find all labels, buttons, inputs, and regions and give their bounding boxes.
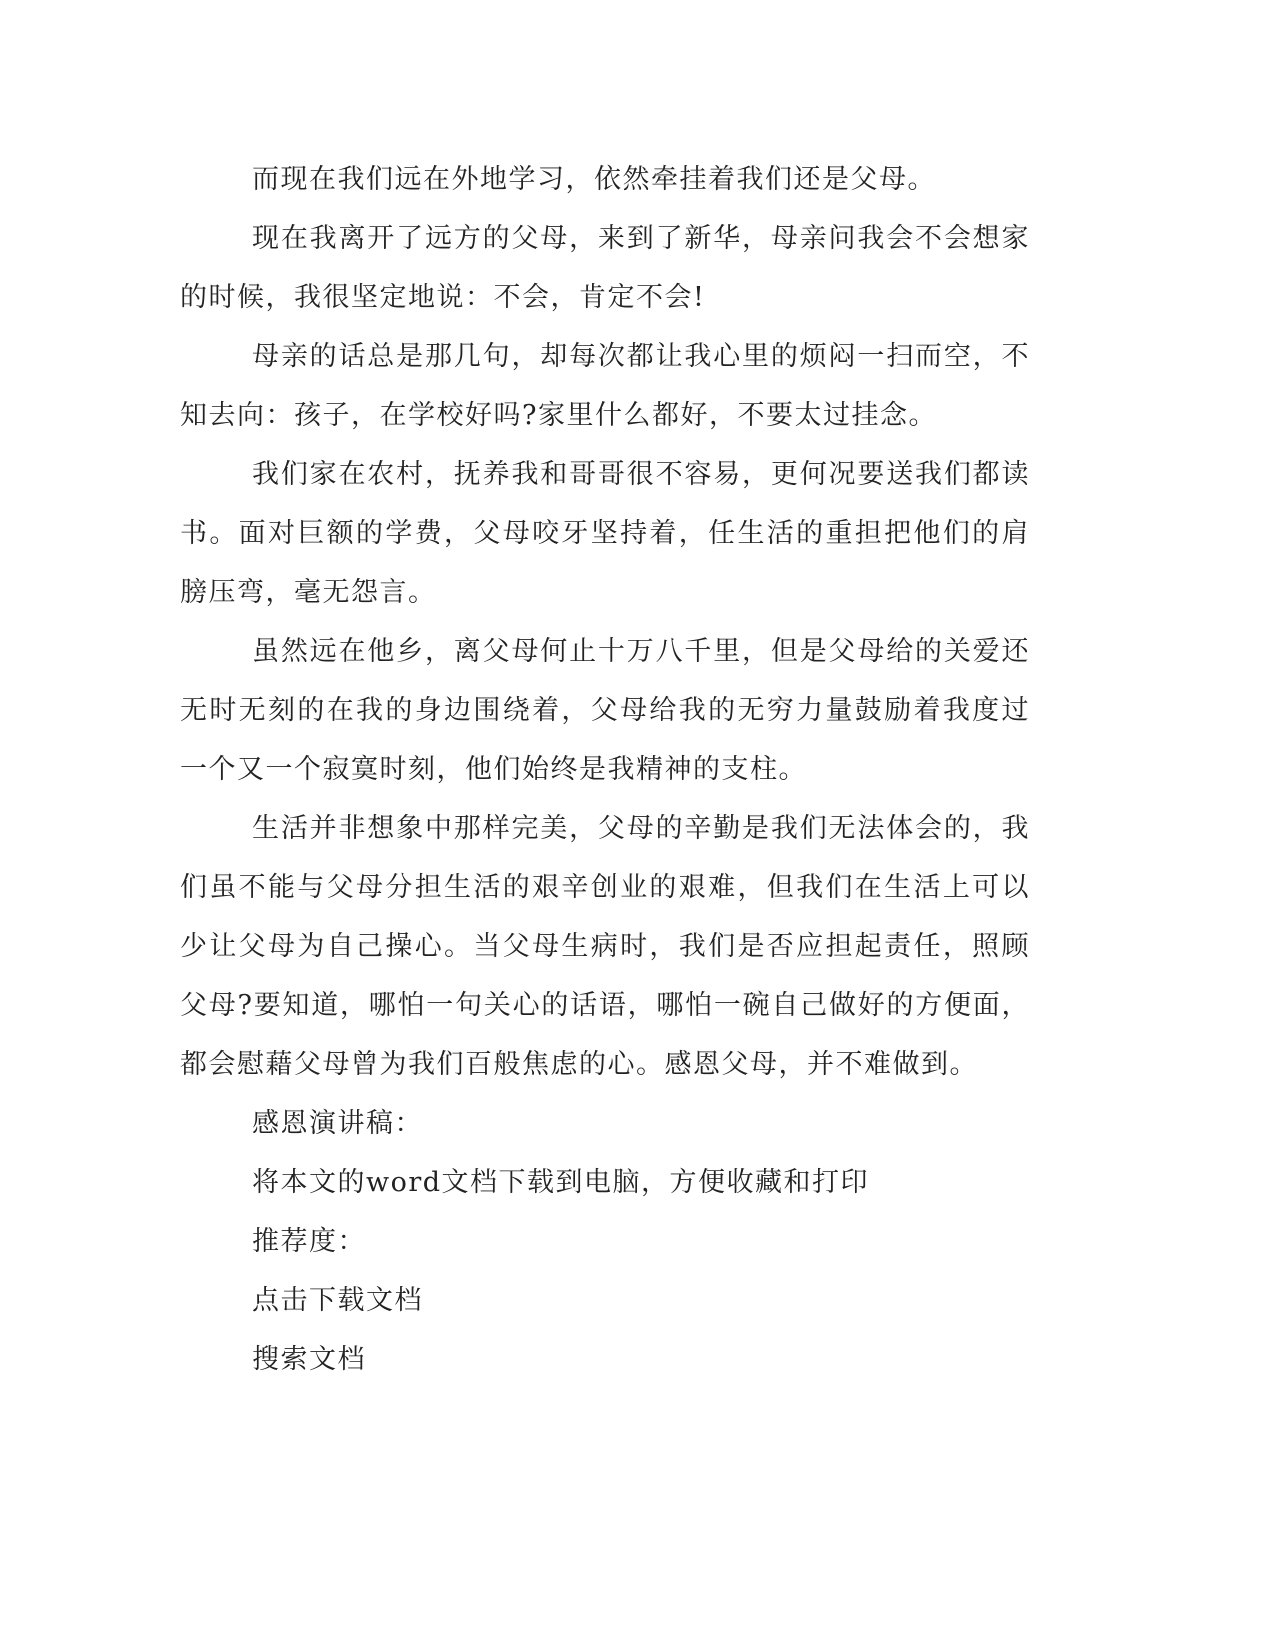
download-document-link[interactable]: 点击下载文档: [252, 1285, 423, 1316]
document-page: [180, 150, 1030, 1389]
body-paragraph: 虽然远在他乡，离父母何止十万八千里，但是父母给的关爱还无时无刻的在我的身边围绕着，父母给我的无穷力量鼓励着我度过一个又一个寂寞时刻，他们始终是我精神的支柱。: [180, 636, 1030, 785]
footer-title: 感恩演讲稿：: [252, 1108, 423, 1139]
body-paragraph: 而现在我们远在外地学习，依然牵挂着我们还是父母。: [252, 164, 936, 195]
download-hint: 将本文的word文档下载到电脑，方便收藏和打印: [252, 1167, 870, 1198]
body-paragraph: 生活并非想象中那样完美，父母的辛勤是我们无法体会的，我们虽不能与父母分担生活的艰辛创业的艰难，但我们在生活上可以少让父母为自己操心。当父母生病时，我们是否应担起责任，照顾父母?要知道，哪怕一句关心的话语，哪怕一碗自己做好的方便面，都会慰藉父母曾为我们百般焦虑的心。感恩父母，并不难做到。: [180, 813, 1030, 1080]
body-paragraph: 现在我离开了远方的父母，来到了新华，母亲问我会不会想家的时候，我很坚定地说：不会，肯定不会!: [180, 223, 1030, 313]
body-paragraph: 母亲的话总是那几句，却每次都让我心里的烦闷一扫而空，不知去向：孩子，在学校好吗?家里什么都好，不要太过挂念。: [180, 341, 1030, 431]
recommend-label: 推荐度：: [252, 1226, 366, 1257]
body-paragraph: 我们家在农村，抚养我和哥哥很不容易，更何况要送我们都读书。面对巨额的学费，父母咬牙坚持着，任生活的重担把他们的肩膀压弯，毫无怨言。: [180, 459, 1030, 608]
search-document-link[interactable]: 搜索文档: [252, 1344, 366, 1375]
